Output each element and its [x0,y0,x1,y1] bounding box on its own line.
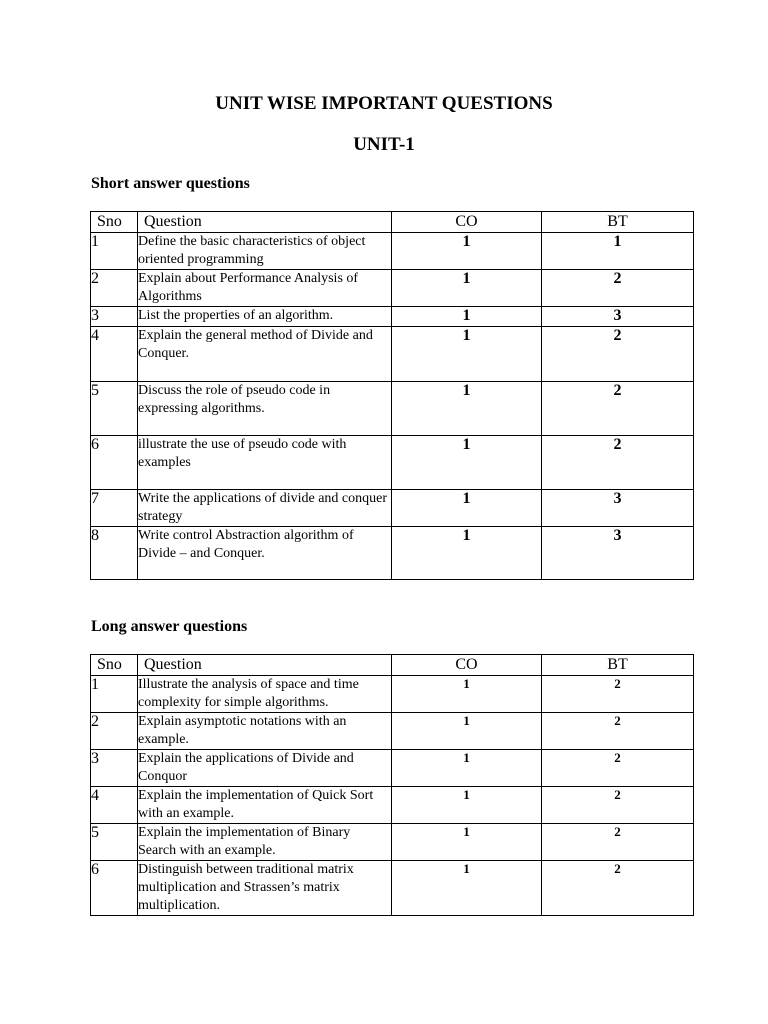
row-co: 1 [392,327,542,382]
table-header-row [91,655,694,676]
row-question: Explain the implementation of Binary Search with an example. [138,824,392,861]
row-sno: 6 [91,861,138,916]
row-co: 1 [392,233,542,270]
row-question: Explain the general method of Divide and Conquer. [138,327,392,382]
row-co: 1 [392,436,542,490]
short-answer-heading: Short answer questions [91,175,250,192]
row-bt: 2 [542,382,694,436]
row-question: Explain about Performance Analysis of Algorithms [138,270,392,307]
column-header-sno: Sno [91,655,138,676]
row-co: 1 [392,676,542,713]
row-sno: 3 [91,750,138,787]
row-question: Explain the implementation of Quick Sort with an example. [138,787,392,824]
row-sno: 2 [91,270,138,307]
row-co: 1 [392,382,542,436]
row-bt: 2 [542,861,694,916]
column-header-bt: BT [542,655,694,676]
row-co: 1 [392,824,542,861]
table-row [91,307,694,327]
row-bt: 2 [542,787,694,824]
row-bt: 2 [542,750,694,787]
table-row [91,382,694,436]
table-row [91,270,694,307]
row-question: Write control Abstraction algorithm of Divide – and Conquer. [138,527,392,580]
short-answer-table [90,211,694,580]
column-header-co: CO [392,655,542,676]
row-question: Define the basic characteristics of object oriented programming [138,233,392,270]
row-sno: 6 [91,436,138,490]
row-question: Distinguish between traditional matrix multiplication and Strassen’s matrix multiplication. [138,861,392,916]
row-co: 1 [392,861,542,916]
table-header-row [91,212,694,233]
table-row [91,233,694,270]
row-bt: 3 [542,527,694,580]
row-co: 1 [392,270,542,307]
row-bt: 2 [542,436,694,490]
table-row [91,436,694,490]
row-question: illustrate the use of pseudo code with examples [138,436,392,490]
long-answer-heading: Long answer questions [91,618,248,635]
table-row [91,787,694,824]
row-bt: 3 [542,307,694,327]
table-row [91,327,694,382]
page-title: UNIT WISE IMPORTANT QUESTIONS [215,93,553,114]
row-co: 1 [392,787,542,824]
column-header-question: Question [138,212,392,233]
table-row [91,490,694,527]
row-sno: 8 [91,527,138,580]
table-row [91,676,694,713]
row-sno: 7 [91,490,138,527]
long-answer-table [90,654,694,916]
table-row [91,824,694,861]
table-row [91,750,694,787]
row-bt: 2 [542,270,694,307]
row-co: 1 [392,490,542,527]
row-sno: 2 [91,713,138,750]
row-sno: 5 [91,382,138,436]
row-sno: 1 [91,676,138,713]
row-question: Explain asymptotic notations with an example. [138,713,392,750]
row-co: 1 [392,527,542,580]
row-bt: 2 [542,676,694,713]
row-bt: 3 [542,490,694,527]
row-co: 1 [392,713,542,750]
row-bt: 2 [542,824,694,861]
row-bt: 1 [542,233,694,270]
column-header-bt: BT [542,212,694,233]
table-row [91,713,694,750]
table-row [91,527,694,580]
column-header-co: CO [392,212,542,233]
unit-title: UNIT-1 [353,134,415,155]
column-header-sno: Sno [91,212,138,233]
row-question: Explain the applications of Divide and Conquor [138,750,392,787]
row-bt: 2 [542,327,694,382]
row-sno: 4 [91,787,138,824]
row-question: List the properties of an algorithm. [138,307,392,327]
row-question: Write the applications of divide and conquer strategy [138,490,392,527]
row-co: 1 [392,750,542,787]
row-bt: 2 [542,713,694,750]
table-row [91,861,694,916]
row-co: 1 [392,307,542,327]
row-sno: 1 [91,233,138,270]
column-header-question: Question [138,655,392,676]
row-sno: 5 [91,824,138,861]
row-question: Illustrate the analysis of space and time complexity for simple algorithms. [138,676,392,713]
row-sno: 4 [91,327,138,382]
row-question: Discuss the role of pseudo code in expressing algorithms. [138,382,392,436]
row-sno: 3 [91,307,138,327]
